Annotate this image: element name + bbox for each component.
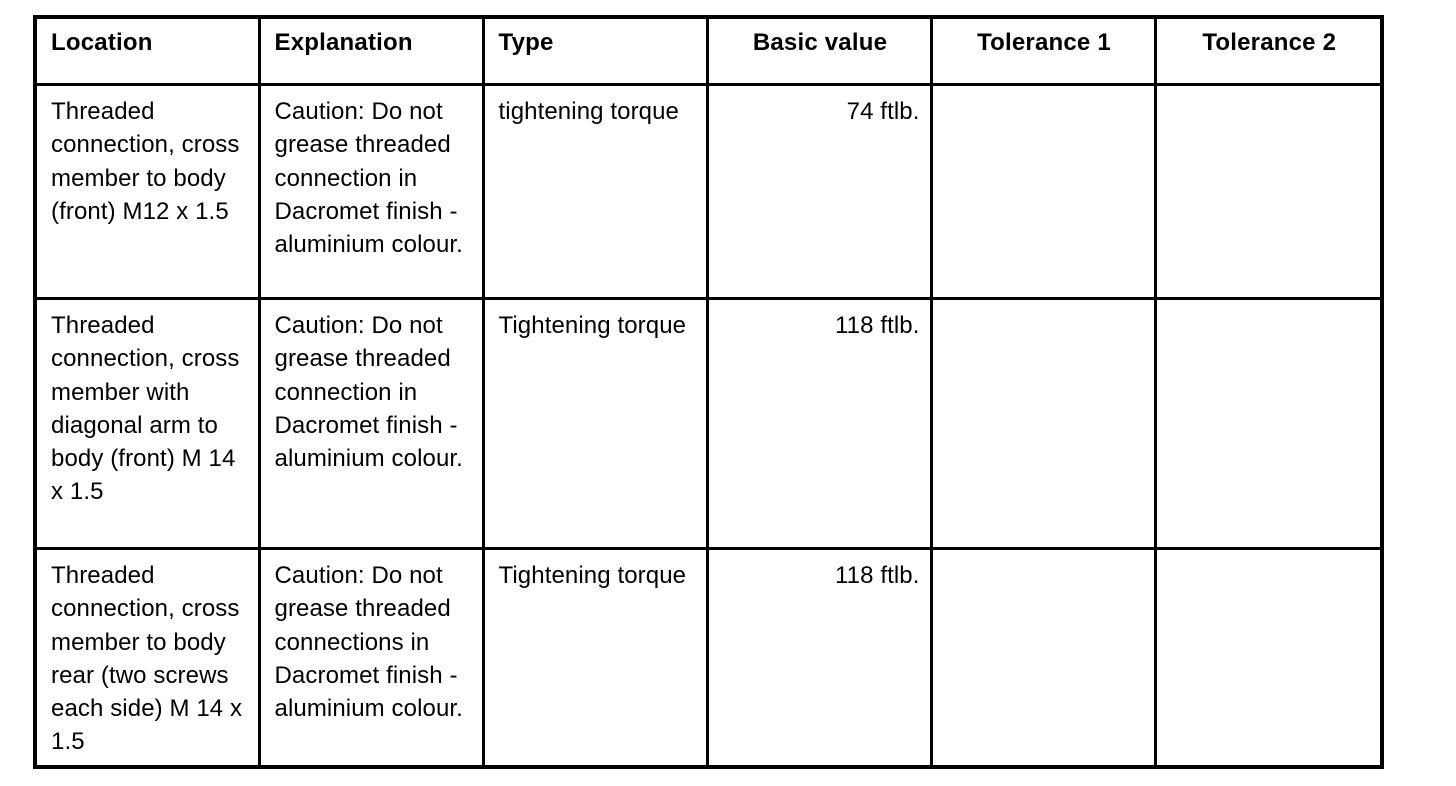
type-cell: Tightening torque xyxy=(483,549,707,768)
type-cell: Tightening torque xyxy=(483,299,707,549)
tolerance-2-cell xyxy=(1155,549,1382,768)
location-cell: Threaded connection, cross member to body rear (two screws each side) M 14 x 1.5 xyxy=(35,549,259,768)
tolerance-1-cell xyxy=(931,85,1155,299)
basic-value-cell: 74 ftlb. xyxy=(707,85,931,299)
column-header-tolerance-1: Tolerance 1 xyxy=(931,17,1155,85)
table-row xyxy=(35,299,1382,549)
basic-value-cell: 118 ftlb. xyxy=(707,299,931,549)
tolerance-1-cell xyxy=(931,549,1155,768)
torque-spec-table xyxy=(33,15,1384,769)
column-header-explanation: Explanation xyxy=(259,17,483,85)
location-cell: Threaded connection, cross member with diagonal arm to body (front) M 14 x 1.5 xyxy=(35,299,259,549)
tolerance-1-cell xyxy=(931,299,1155,549)
tolerance-2-cell xyxy=(1155,299,1382,549)
tolerance-2-cell xyxy=(1155,85,1382,299)
table-row xyxy=(35,85,1382,299)
column-header-basic-value: Basic value xyxy=(707,17,931,85)
location-cell: Threaded connection, cross member to body (front) M12 x 1.5 xyxy=(35,85,259,299)
column-header-location: Location xyxy=(35,17,259,85)
explanation-cell: Caution: Do not grease threaded connection in Dacromet finish - aluminium colour. xyxy=(259,299,483,549)
column-header-type: Type xyxy=(483,17,707,85)
explanation-cell: Caution: Do not grease threaded connection in Dacromet finish - aluminium colour. xyxy=(259,85,483,299)
table-header-row xyxy=(35,17,1382,85)
basic-value-cell: 118 ftlb. xyxy=(707,549,931,768)
type-cell: tightening torque xyxy=(483,85,707,299)
explanation-cell: Caution: Do not grease threaded connections in Dacromet finish - aluminium colour. xyxy=(259,549,483,768)
column-header-tolerance-2: Tolerance 2 xyxy=(1155,17,1382,85)
table-row xyxy=(35,549,1382,768)
